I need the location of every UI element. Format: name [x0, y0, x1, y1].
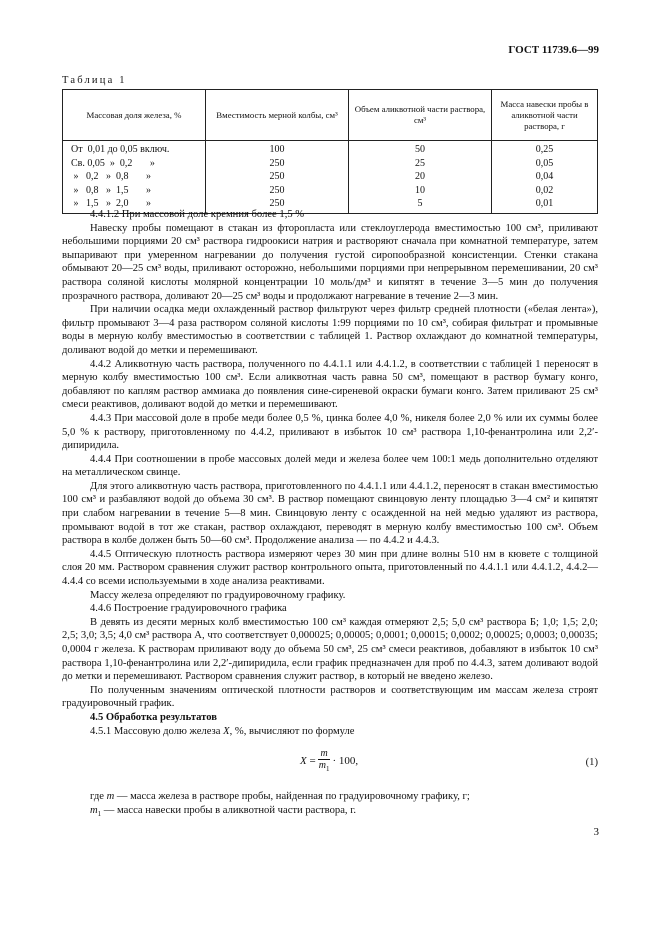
- table-row: [63, 170, 598, 184]
- formula-denominator-var: m: [318, 760, 326, 772]
- table-row: [63, 184, 598, 198]
- paragraph: 4.4.3 При массовой доле в пробе меди более 0,5 %, цинка более 4,0 %, никеля более 2,0 % или их суммы более 5,0 % к раствору, приготовленному по 4.4.2, приливают в избыток 10 см³ раствора 1,10-фенантролина или 2,2′-дипиридила.: [62, 412, 598, 452]
- section-heading-45: [62, 711, 598, 725]
- table-row: [63, 157, 598, 171]
- paragraph: В девять из десяти мерных колб вместимостью 100 см³ каждая отмеряют 2,5; 5,0 см³ раствора Б; 1,0; 1,5; 2,0; 2,5; 3,0; 3,5; 4,0 см³ раствора А, что соответствует 0,000025; 0,00005; 0,0001; 0,00015; 0,0002; 0,00025; 0,0003; 0,00035; 0,0004 г железа. К растворам приливают воду до объема 50 см³, 25 см³ смеси реактивов, добавляют в избыток 10 см³ раствора 1,10-фенантролина или 2,2′-дипиридила, если график предназначен для проб по 4.4.3, затем доливают водой до метки и перемешивают. Раствором сравнения служит раствор, в который не введено железо.: [62, 616, 598, 683]
- table-cell: 100: [206, 141, 349, 157]
- table-cell: » 0,8 » 1,5 »: [63, 184, 206, 198]
- table-header-cell: Объем аликвотной части раствора, см³: [349, 90, 492, 141]
- paragraph: По полученным значениям оптической плотности растворов и соответствующим им массам железа строят градуировочный график.: [62, 684, 598, 710]
- where-m1-var: m: [90, 804, 98, 816]
- table-cell: 10: [349, 184, 492, 198]
- table-cell: 250: [206, 170, 349, 184]
- table-cell: 25: [349, 157, 492, 171]
- table-cell: » 0,2 » 0,8 »: [63, 170, 206, 184]
- paragraph-451-lead: 4.5.1 Массовую долю железа: [90, 725, 221, 737]
- paragraph: Массу железа определяют по градуировочному графику.: [90, 589, 346, 601]
- formula-denominator: [318, 760, 329, 775]
- formula-expression: [300, 748, 358, 775]
- paragraph: Для этого аликвотную часть раствора, приготовленного по 4.4.1.1 или 4.4.1.2, переносят в стакан вместимостью 100 см³ и разбавляют водой до объема 30 см³. В раствор помещают свинцовую ленту площадью 3—4 см² и кипятят при слабом нагревании в течение 5—8 мин. Свинцовую ленту с осажденной на ней медью удаляют из раствора, промывают водой в тот же стакан, раствор охлаждают, переводят в мерную колбу вместимостью 100 см³. Объем раствора в колбе должен быть 50—60 см³. Продолжение анализа — по 4.4.2 и 4.4.3.: [62, 480, 598, 547]
- page-number: 3: [593, 826, 599, 838]
- table-cell: 250: [206, 184, 349, 198]
- where-m-var: m: [106, 791, 115, 803]
- document-body: [62, 208, 598, 821]
- table-cell: Св. 0,05 » 0,2 »: [63, 157, 206, 171]
- table-cell: 20: [349, 170, 492, 184]
- section-heading-45-text: 4.5 Обработка результатов: [90, 711, 217, 723]
- variable-x: X: [223, 725, 230, 737]
- where-m1-desc: — масса навески пробы в аликвотной части раствора, г.: [101, 804, 357, 816]
- formula-tail: · 100,: [329, 755, 359, 768]
- table-header-cell: Массовая доля железа, %: [63, 90, 206, 141]
- table-cell: 0,01: [492, 197, 598, 213]
- paragraph: 4.4.2 Аликвотную часть раствора, полученного по 4.4.1.1 или 4.4.1.2, в соответствии с таблицей 1 переносят в мерную колбу вместимостью 100 см³. Если аликвотная часть равна 50 см³, помещают в раствор бумагу конго, добавляют по каплям раствор аммиака до появления сине-сиреневой окраски бумаги конго. Затем приливают 25 см³ смеси реактивов, доливают водой до метки и перемешивают.: [62, 358, 598, 411]
- table-cell: 0,04: [492, 170, 598, 184]
- table-1: [62, 89, 598, 214]
- formula-denominator-sub: 1: [325, 765, 330, 774]
- table-header-cell: Вместимость мерной колбы, см³: [206, 90, 349, 141]
- paragraph-451-tail: , %, вычисляют по формуле: [229, 725, 355, 737]
- table-cell: 0,02: [492, 184, 598, 198]
- paragraph: При наличии осадка меди охлажденный раствор фильтруют через фильтр средней плотности («белая лента»), фильтр промывают 3—4 раза раствором соляной кислоты 1:99 порциями по 10 см³, собирая фильтрат и промывные воды в мерную колбу вместимостью в соответствии с таблицей 1. Раствор охлаждают до комнатной температуры, доливают водой до метки и перемешивают.: [62, 304, 598, 356]
- formula-1: [62, 744, 598, 786]
- formula-numerator: m: [320, 748, 328, 760]
- formula-number: (1): [585, 757, 598, 769]
- table-header-row: [63, 90, 598, 141]
- where-m1: [62, 804, 598, 822]
- table-cell: 0,05: [492, 157, 598, 171]
- formula-fraction: [318, 748, 329, 775]
- paragraph: 4.4.5 Оптическую плотность раствора измеряют через 30 мин при длине волны 510 нм в кювете с толщиной слоя 20 мм. Раствором сравнения служит раствор контрольного опыта, приготовленный по 4.4.1.1 или 4.4.1.2, 4.4.2—4.4.4 со всеми используемыми в ходе анализа реактивами.: [62, 548, 598, 588]
- table-cell: 0,25: [492, 141, 598, 157]
- section-heading-446: 4.4.6 Построение градуировочного графика: [90, 603, 287, 615]
- table-cell: 250: [206, 157, 349, 171]
- formula-equals: =: [306, 755, 319, 768]
- table-cell: 250: [206, 197, 349, 213]
- where-m1-sub: 1: [97, 809, 102, 818]
- table-cell: » 1,5 » 2,0 »: [63, 197, 206, 213]
- table-row: [63, 141, 598, 157]
- paragraph-451: [62, 725, 598, 739]
- table-caption: Таблица 1: [62, 75, 127, 86]
- table-cell: От 0,01 до 0,05 включ.: [63, 141, 206, 157]
- table-cell: 50: [349, 141, 492, 157]
- paragraph: 4.4.4 При соотношении в пробе массовых долей меди и железа более чем 100:1 медь дополнительно отделяют на металлическом свинце.: [62, 453, 598, 479]
- table-cell: 5: [349, 197, 492, 213]
- section-heading-4412: 4.4.1.2 При массовой доле кремния более 1,5 %: [90, 209, 305, 220]
- table-header-cell: Масса навески пробы в аликвотной части раствора, г: [492, 90, 598, 141]
- paragraph: Навеску пробы помещают в стакан из фторопласта или стеклоуглерода вместимостью 100 см³, приливают небольшими порциями 20 см³ раствора гидроокиси натрия и растворяют сначала при комнатной температуре, затем выпаривают при умеренном нагревании до получения густой сиропообразной консистенции. Стенки стакана обмывают 20—25 см³ воды, приливают осторожно, небольшими порциями при непрерывном перемешивании, 20 см³ раствора соляной кислоты молярной концентрации 10 моль/дм³ и кипятят в течение 3—5 мин до получения прозрачного раствора, доливают 20—25 см³ воды и продолжают нагревание в течение 2—3 мин.: [62, 222, 598, 302]
- where-m-desc: — масса железа в растворе пробы, найденная по градуировочному графику, г;: [114, 791, 470, 803]
- document-header: ГОСТ 11739.6—99: [508, 44, 599, 56]
- formula-lhs: X: [300, 755, 307, 768]
- where-m: [62, 790, 598, 804]
- where-lead: где: [90, 791, 104, 803]
